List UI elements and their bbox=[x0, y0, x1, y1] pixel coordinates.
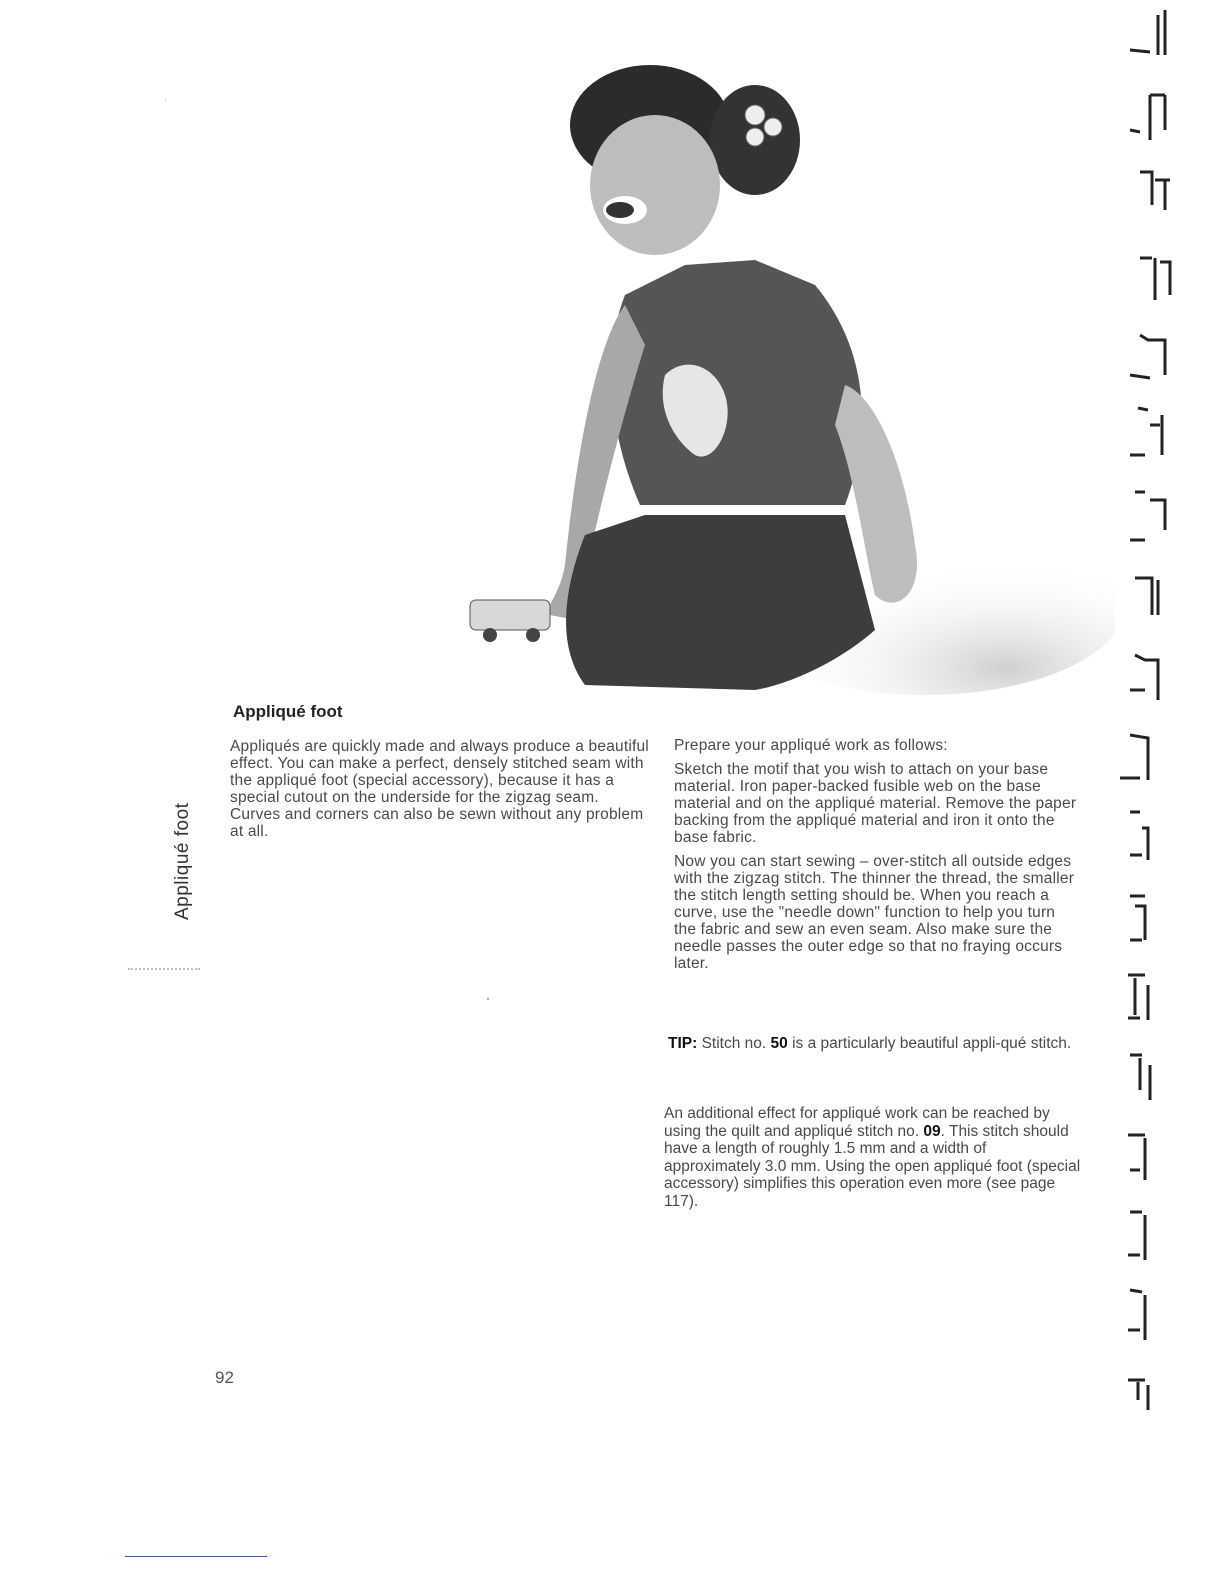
binding-marks bbox=[1090, 0, 1200, 1430]
extra-text-after: . This stitch should have a length of roughly 1.5 mm and a width of approximately 3.0 mm. Using the open appliqué foot (special accessory) simplifies this operation even more (see page 117). bbox=[664, 1122, 1081, 1210]
page-number: 92 bbox=[215, 1368, 234, 1387]
additional-effect-block bbox=[664, 1105, 1084, 1210]
intro-paragraph: Appliqués are quickly made and always produce a beautiful effect. You can make a perfect, densely stitched seam with the appliqué foot (special accessory), because it has a special cutout on the underside for the zigzag seam. Curves and corners can also be sewn without any problem at all. bbox=[230, 738, 649, 840]
tip-text-before: Stitch no. bbox=[697, 1035, 771, 1052]
speck bbox=[487, 998, 489, 1000]
side-divider bbox=[128, 968, 200, 972]
prepare-step-1: Sketch the motif that you wish to attach on your base material. Iron paper-backed fusible web on the base material and on the appliqué material. Remove the paper backing from the appliqué material and iron it onto the base fabric. bbox=[674, 761, 1077, 846]
prepare-step-2: Now you can start sewing – over-stitch all outside edges with the zigzag stitch. The thinner the thread, the smaller the stitch length setting should be. When you reach a curve, use the "needle down" function to help you turn the fabric and sew an even seam. Also make sure the needle passes the outer edge so that no fraying occurs later. bbox=[674, 853, 1075, 972]
prepare-intro: Prepare your appliqué work as follows: bbox=[674, 737, 948, 754]
photo-child-kneeling bbox=[455, 45, 1115, 705]
left-column bbox=[230, 738, 650, 847]
tip-text-after: is a particularly beautiful appli-qué stitch. bbox=[787, 1035, 1072, 1052]
extra-text-before: An additional effect for appliqué work can be reached by using the quilt and appliqué stitch no. bbox=[664, 1105, 1050, 1140]
tip-block bbox=[668, 1035, 1078, 1053]
tip-label: TIP: bbox=[668, 1035, 698, 1052]
footer-rule bbox=[125, 1556, 267, 1557]
speck bbox=[165, 100, 166, 101]
right-column bbox=[674, 737, 1079, 979]
page-heading: Appliqué foot bbox=[233, 702, 343, 721]
tip-stitch-number: 50 bbox=[770, 1035, 788, 1052]
section-side-title: Appliqué foot bbox=[172, 802, 193, 920]
extra-stitch-number: 09 bbox=[923, 1122, 941, 1140]
